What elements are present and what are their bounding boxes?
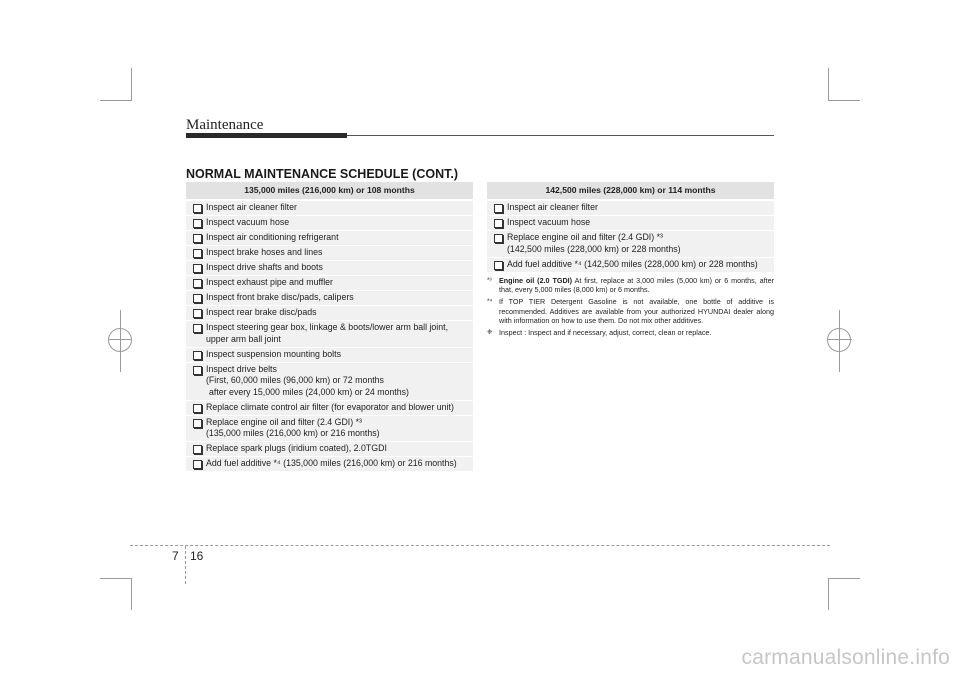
- schedule-item: [186, 416, 473, 443]
- schedule-table-title: 142,500 miles (228,000 km) or 114 months: [487, 182, 774, 201]
- schedule-item-text: [206, 364, 409, 399]
- footer-divider: [185, 546, 186, 584]
- schedule-item: [186, 201, 473, 216]
- checkbox-icon: [494, 234, 503, 243]
- checkbox-icon: [193, 419, 202, 428]
- schedule-item-text: [206, 322, 448, 345]
- schedule-item-line: upper arm ball joint: [206, 333, 281, 344]
- crop-mark: [100, 578, 132, 579]
- schedule-item-text: [206, 262, 323, 274]
- schedule-item-line: Inspect suspension mounting bolts: [206, 348, 341, 359]
- schedule-item-line: Inspect steering gear box, linkage & boots/lower arm ball joint,: [206, 322, 449, 332]
- checkbox-icon: [193, 460, 202, 469]
- checkbox-icon: [193, 264, 202, 273]
- checkbox-icon: [193, 249, 202, 258]
- page-number: 16: [190, 549, 204, 563]
- schedule-item: [186, 401, 473, 416]
- footnotes: [487, 276, 774, 340]
- registration-circle: [827, 328, 851, 352]
- schedule-item: [487, 216, 774, 231]
- schedule-item-line: Inspect drive shafts and boots: [206, 262, 323, 272]
- schedule-item: [487, 258, 774, 273]
- footnote-body: If TOP TIER Detergent Gasoline is not available, one bottle of additive is recommended. Additives are available from your authorized HYUNDAI dealer along with information on how to use them. Do not mix other additives.: [499, 297, 774, 326]
- schedule-items: [186, 201, 473, 472]
- footnote-marker: *³: [487, 277, 492, 284]
- checkbox-icon: [193, 309, 202, 318]
- schedule-item-text: [206, 217, 289, 229]
- checkbox-icon: [193, 294, 202, 303]
- schedule-item-line: Inspect air conditioning refrigerant: [206, 232, 339, 242]
- schedule-item-line: (135,000 miles (216,000 km) or 216 months): [206, 428, 380, 438]
- checkbox-icon: [193, 204, 202, 213]
- schedule-item-text: [507, 202, 598, 214]
- schedule-item-line: Inspect air cleaner filter: [206, 202, 297, 212]
- footnote-body: Inspect : Inspect and if necessary, adjust, correct, clean or replace.: [499, 328, 712, 338]
- footnote: [487, 328, 774, 337]
- schedule-item-line: (First, 60,000 miles (96,000 km) or 72 months: [206, 375, 384, 385]
- schedule-item-text: [206, 307, 317, 319]
- checkbox-icon: [193, 324, 202, 333]
- checkbox-icon: [193, 445, 202, 454]
- schedule-item-line: Replace engine oil and filter (2.4 GDI) *³: [206, 416, 362, 427]
- schedule-item-text: [206, 417, 380, 440]
- checkbox-icon: [494, 204, 503, 213]
- schedule-item: [186, 321, 473, 348]
- schedule-item-text: [206, 402, 454, 414]
- schedule-item-line: Add fuel additive *⁴ (142,500 miles (228,000 km) or 228 months): [507, 258, 758, 269]
- checkbox-icon: [193, 351, 202, 360]
- schedule-item-text: [507, 259, 758, 271]
- crop-mark: [131, 578, 132, 610]
- schedule-items: [487, 201, 774, 273]
- schedule-item-line: Inspect front brake disc/pads, calipers: [206, 292, 354, 302]
- checkbox-icon: [193, 234, 202, 243]
- schedule-item: [487, 201, 774, 216]
- footnote-marker: *⁴: [487, 298, 493, 306]
- schedule-item-line: Replace engine oil and filter (2.4 GDI) *³: [507, 232, 663, 242]
- schedule-item-text: [507, 217, 590, 229]
- footnote-text: [499, 276, 774, 295]
- schedule-item-line: Replace spark plugs (iridium coated), 2.0TGDI: [206, 443, 387, 453]
- schedule-item: [186, 261, 473, 276]
- schedule-item: [186, 363, 473, 401]
- schedule-item-line: Inspect brake hoses and lines: [206, 247, 323, 257]
- schedule-item-line: Inspect exhaust pipe and muffler: [206, 277, 333, 287]
- schedule-item-text: [206, 277, 333, 289]
- watermark: carmanualsonline.info: [741, 646, 950, 669]
- footnote-text: [499, 297, 774, 325]
- schedule-item: [186, 442, 473, 457]
- footnote-label: Engine oil (2.0 TGDI): [499, 276, 573, 285]
- schedule-item: [487, 231, 774, 258]
- footnote-text: [499, 328, 711, 337]
- schedule-item-line: Add fuel additive *⁴ (135,000 miles (216,000 km) or 216 months): [206, 458, 457, 468]
- schedule-item-line: Inspect vacuum hose: [507, 217, 591, 227]
- checkbox-icon: [193, 366, 202, 375]
- schedule-item: [186, 216, 473, 231]
- schedule-item: [186, 348, 473, 363]
- schedule-item-text: [206, 349, 341, 361]
- schedule-item: [186, 306, 473, 321]
- schedule-item-text: [206, 202, 297, 214]
- crop-mark: [100, 100, 132, 101]
- footer-rule: [130, 545, 830, 546]
- crop-mark: [828, 100, 860, 101]
- crop-mark: [828, 68, 829, 100]
- schedule-item-line: Inspect vacuum hose: [206, 217, 290, 227]
- schedule-item: [186, 457, 473, 472]
- schedule-item-line: Inspect rear brake disc/pads: [206, 307, 317, 317]
- schedule-item-line: Inspect drive belts: [206, 363, 277, 374]
- schedule-item-line: (142,500 miles (228,000 km) or 228 months): [507, 243, 681, 254]
- schedule-item-text: [206, 443, 387, 455]
- schedule-item-line: Replace climate control air filter (for evaporator and blower unit): [206, 401, 454, 412]
- page-heading: NORMAL MAINTENANCE SCHEDULE (CONT.): [186, 167, 458, 181]
- checkbox-icon: [193, 404, 202, 413]
- schedule-item-line: after every 15,000 miles (24,000 km) or 24 months): [209, 386, 409, 397]
- crop-mark: [828, 578, 860, 579]
- footnote-body: At first, replace at 3,000 miles (5,000 km) or 6 months, after that, every 5,000 miles (8,000 km) or 6 months.: [499, 276, 774, 295]
- checkbox-icon: [193, 279, 202, 288]
- checkbox-icon: [193, 219, 202, 228]
- schedule-item-text: [206, 458, 457, 470]
- checkbox-icon: [494, 219, 503, 228]
- checkbox-icon: [494, 261, 503, 270]
- footnote: [487, 276, 774, 295]
- chapter-number: 7: [172, 549, 179, 563]
- crop-mark: [828, 578, 829, 610]
- schedule-table-142500: [487, 182, 774, 273]
- footnote: [487, 297, 774, 325]
- schedule-table-135000: [186, 182, 473, 472]
- schedule-item-text: [206, 232, 339, 244]
- schedule-item: [186, 231, 473, 246]
- crop-mark: [131, 68, 132, 100]
- schedule-item: [186, 276, 473, 291]
- schedule-item: [186, 246, 473, 261]
- schedule-item: [186, 291, 473, 306]
- header-rule-accent: [186, 133, 347, 138]
- schedule-item-line: Inspect air cleaner filter: [507, 202, 598, 212]
- footnote-marker: ❈: [487, 329, 493, 337]
- schedule-table-title: 135,000 miles (216,000 km) or 108 months: [186, 182, 473, 201]
- schedule-item-text: [206, 247, 322, 259]
- schedule-item-text: [206, 292, 354, 304]
- registration-circle: [108, 328, 132, 352]
- schedule-item-text: [507, 232, 681, 255]
- section-title: Maintenance: [186, 117, 264, 133]
